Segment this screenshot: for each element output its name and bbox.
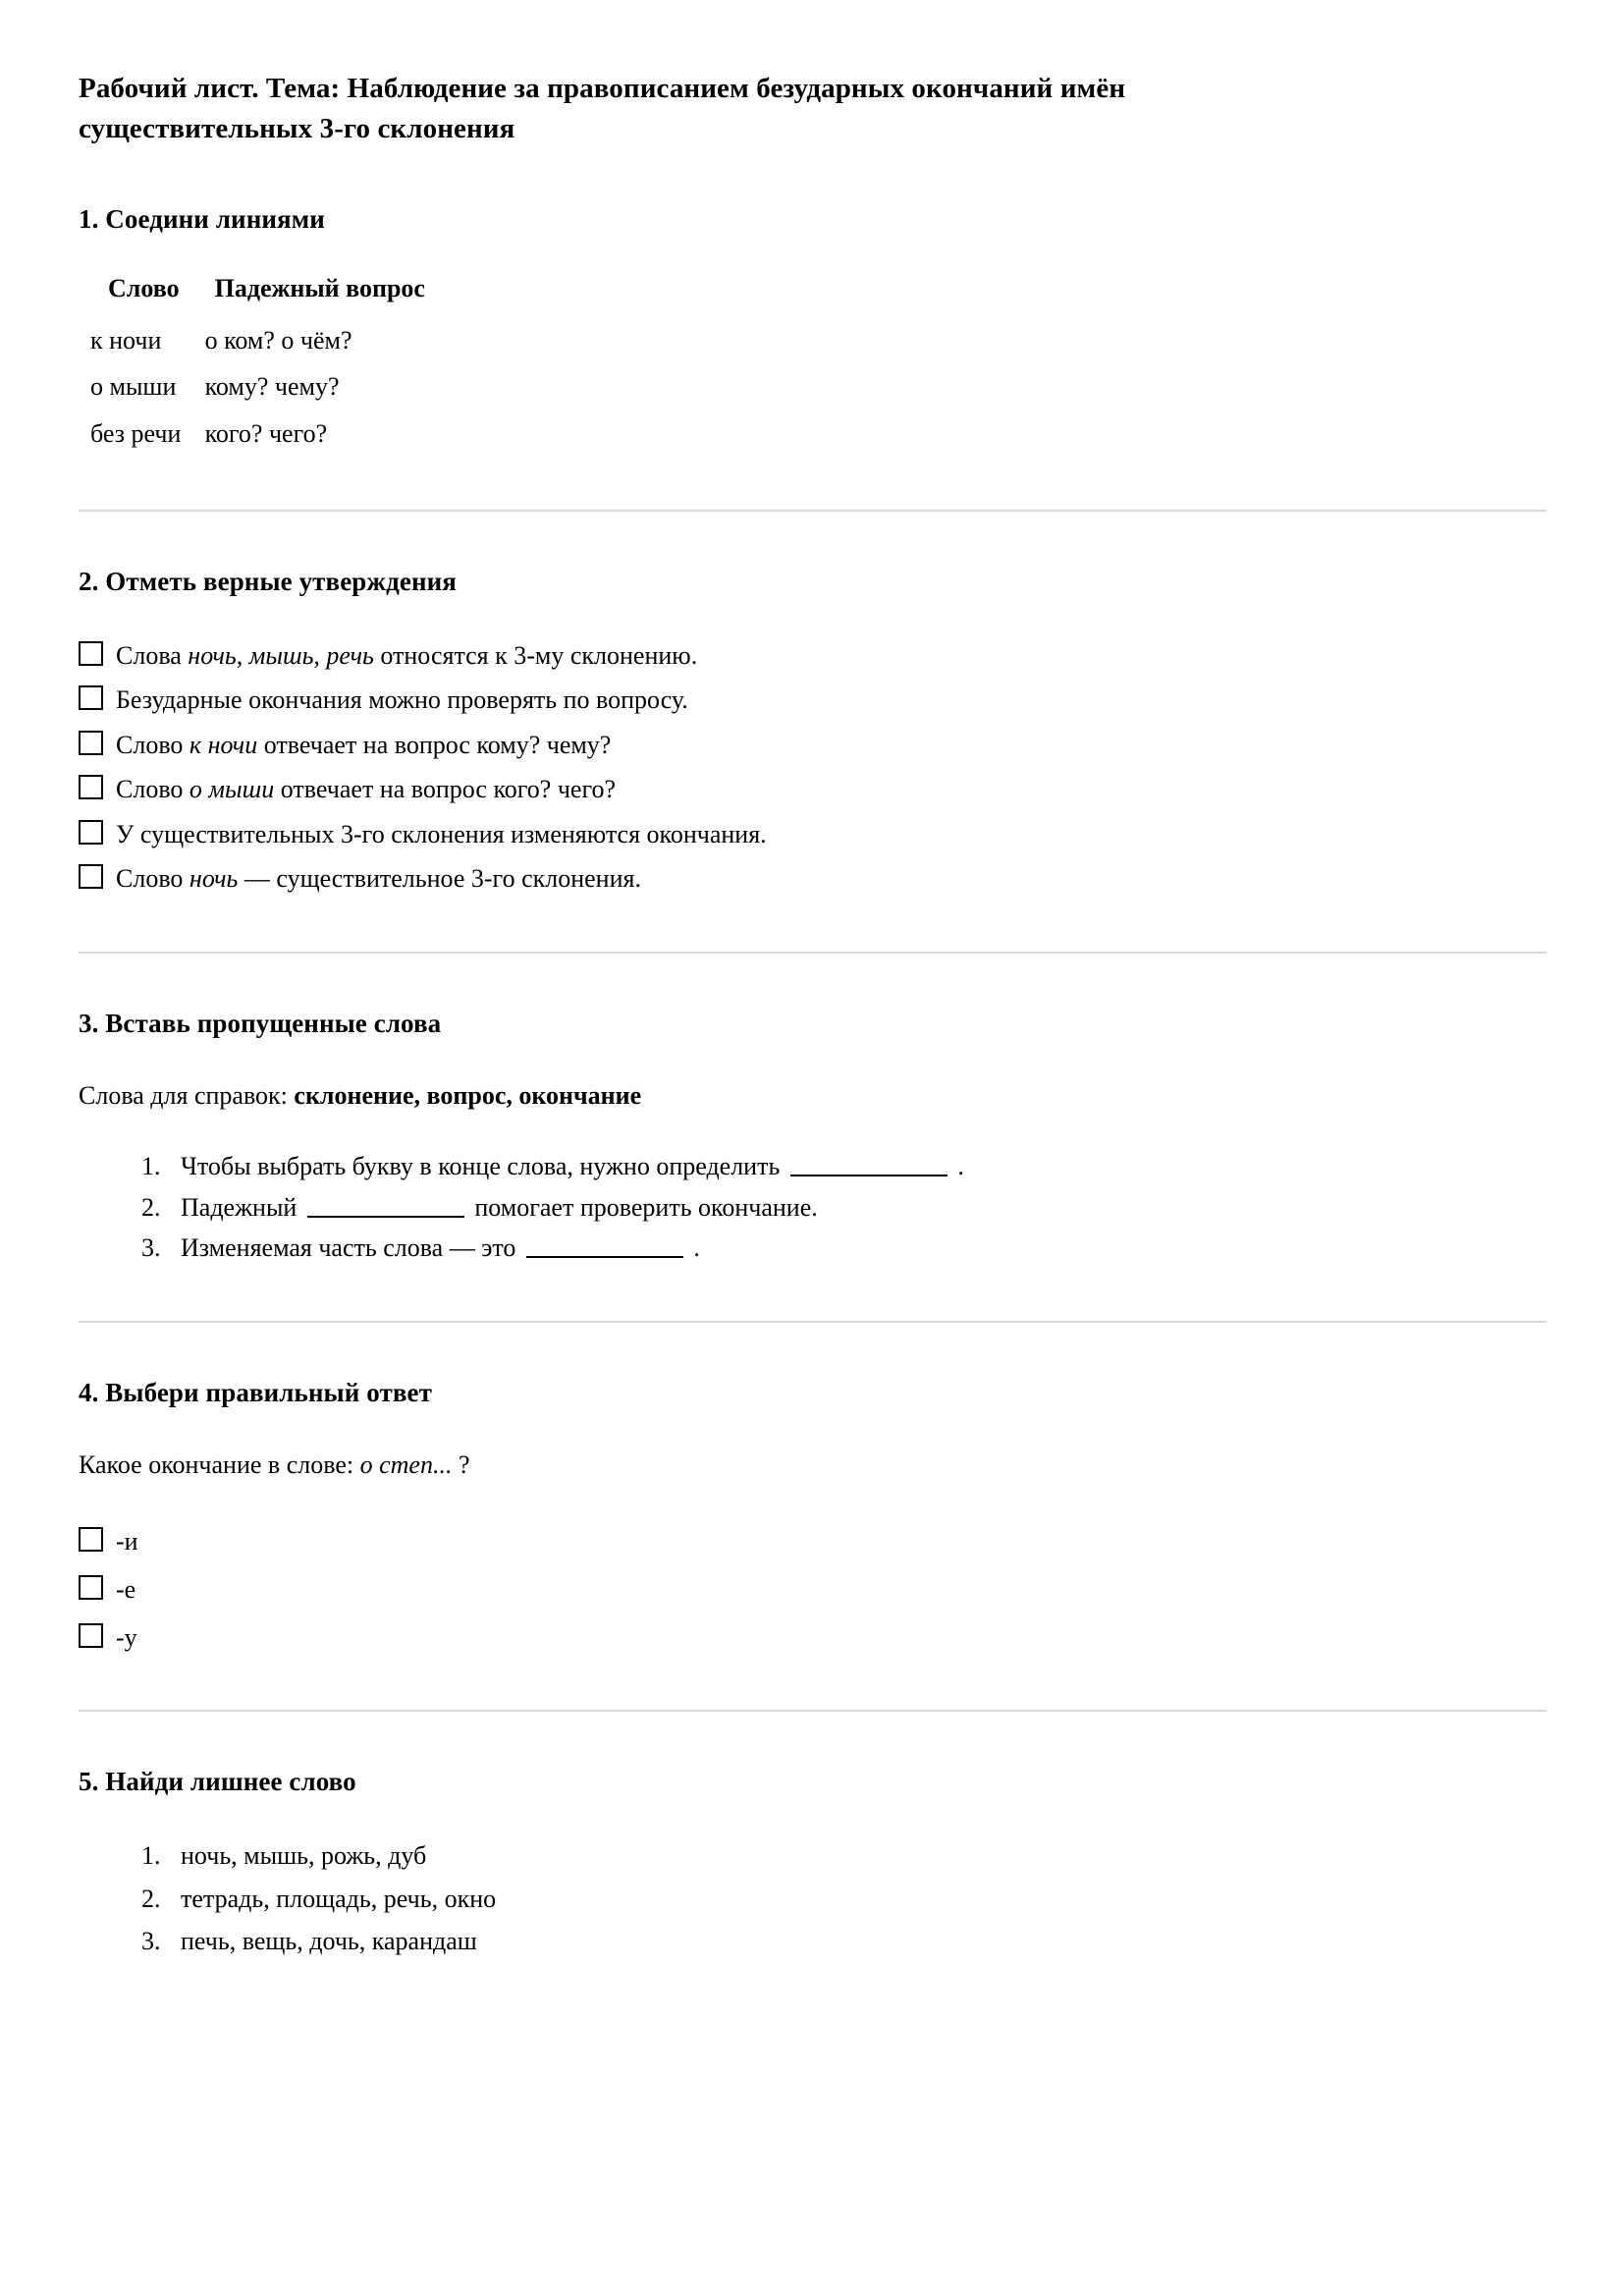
list-item[interactable] <box>79 636 1544 676</box>
column-header-word: Слово <box>108 274 180 303</box>
checkbox-icon[interactable] <box>79 1623 103 1648</box>
section-fill-blanks <box>79 1009 1544 1268</box>
statement-text: У существительных 3-го склонения изменяются окончания. <box>116 819 767 848</box>
list-item[interactable] <box>79 1618 1544 1657</box>
statement-text: Слово к ночи отвечает на вопрос кому? чему? <box>116 730 612 759</box>
blank-input[interactable] <box>307 1190 464 1218</box>
list-item[interactable]: 1. ночь, мышь, рожь, дуб <box>167 1836 1544 1876</box>
table-row[interactable] <box>90 410 451 457</box>
list-item[interactable]: 2. тетрадь, площадь, речь, окно <box>167 1880 1544 1919</box>
section-match-lines <box>79 204 1544 456</box>
sentence-pre: Падежный <box>181 1192 298 1222</box>
sentence-post: помогает проверить окончание. <box>474 1192 818 1222</box>
table-row[interactable] <box>90 317 451 363</box>
section-divider <box>79 952 1546 954</box>
sentence-post: . <box>957 1152 964 1181</box>
option-label: -и <box>116 1527 138 1557</box>
match-table <box>90 274 451 456</box>
section-divider <box>79 1710 1546 1712</box>
section-2-heading: 2. Отметь верные утверждения <box>79 566 457 596</box>
cell-word[interactable]: к ночи <box>90 326 162 355</box>
section-odd-one-out <box>79 1767 1544 1961</box>
statement-text: Слово о мыши отвечает на вопрос кого? чего? <box>116 775 616 804</box>
reference-label: Слова для справок: <box>79 1080 295 1110</box>
list-item[interactable] <box>167 1188 1544 1228</box>
checkbox-icon[interactable] <box>79 731 103 755</box>
list-item[interactable] <box>79 1522 1544 1560</box>
list-item[interactable] <box>79 681 1544 720</box>
section-divider <box>79 1321 1546 1323</box>
option-list <box>79 1522 1544 1657</box>
checkbox-icon[interactable] <box>79 820 103 845</box>
reference-words-line <box>79 1078 1544 1114</box>
table-row[interactable] <box>90 363 451 410</box>
sentence-post: . <box>693 1233 700 1263</box>
checkbox-icon[interactable] <box>79 641 103 666</box>
checkbox-icon[interactable] <box>79 1575 103 1600</box>
section-3-heading: 3. Вставь пропущенные слова <box>79 1008 442 1038</box>
list-item[interactable] <box>79 1570 1544 1609</box>
reference-words: склонение, вопрос, окончание <box>294 1080 642 1110</box>
column-header-question: Падежный вопрос <box>214 274 425 303</box>
list-item[interactable] <box>79 726 1544 765</box>
sentence-pre: Изменяемая часть слова — это <box>181 1233 516 1263</box>
list-item[interactable] <box>79 770 1544 809</box>
checkbox-icon[interactable] <box>79 864 103 889</box>
option-label: -у <box>116 1623 137 1653</box>
cell-question[interactable]: кого? чего? <box>204 418 328 448</box>
section-multiple-choice <box>79 1378 1544 1657</box>
list-item[interactable] <box>79 815 1544 854</box>
statement-text: Слово ночь — существительное 3-го склонения. <box>116 864 641 894</box>
checkbox-icon[interactable] <box>79 1527 103 1552</box>
question-text: Какое окончание в слове: о степ... ? <box>79 1449 470 1479</box>
blank-input[interactable] <box>790 1149 947 1176</box>
list-item[interactable] <box>79 859 1544 899</box>
fill-blank-list <box>122 1147 1544 1268</box>
statement-text: Безударные окончания можно проверять по вопросу. <box>116 685 688 715</box>
checkbox-icon[interactable] <box>79 685 103 710</box>
word-group-list <box>122 1836 1544 1961</box>
list-item[interactable]: 3. печь, вещь, дочь, карандаш <box>167 1922 1544 1961</box>
blank-input[interactable] <box>526 1230 683 1258</box>
cell-word[interactable]: без речи <box>90 418 182 448</box>
section-divider <box>79 510 1546 512</box>
question-word: о степ... <box>359 1449 453 1479</box>
cell-question[interactable]: о ком? о чём? <box>204 326 352 355</box>
section-1-heading: 1. Соедини линиями <box>79 204 325 235</box>
cell-word[interactable]: о мыши <box>90 372 177 402</box>
statement-text: Слова ночь, мышь, речь относятся к 3-му склонению. <box>116 640 698 670</box>
statement-list <box>79 636 1544 899</box>
section-5-heading: 5. Найди лишнее слово <box>79 1767 356 1797</box>
section-true-statements <box>79 567 1544 899</box>
table-header-row <box>90 274 451 317</box>
sentence-pre: Чтобы выбрать букву в конце слова, нужно определить <box>181 1152 781 1181</box>
list-item[interactable] <box>167 1229 1544 1268</box>
section-4-heading: 4. Выбери правильный ответ <box>79 1377 432 1407</box>
checkbox-icon[interactable] <box>79 775 103 799</box>
option-label: -е <box>116 1575 136 1605</box>
cell-question[interactable]: кому? чему? <box>204 372 340 402</box>
list-item[interactable] <box>167 1147 1544 1186</box>
page-title: Рабочий лист. Тема: Наблюдение за правописанием безударных окончаний имён существительных 3-го склонения <box>79 73 1126 145</box>
